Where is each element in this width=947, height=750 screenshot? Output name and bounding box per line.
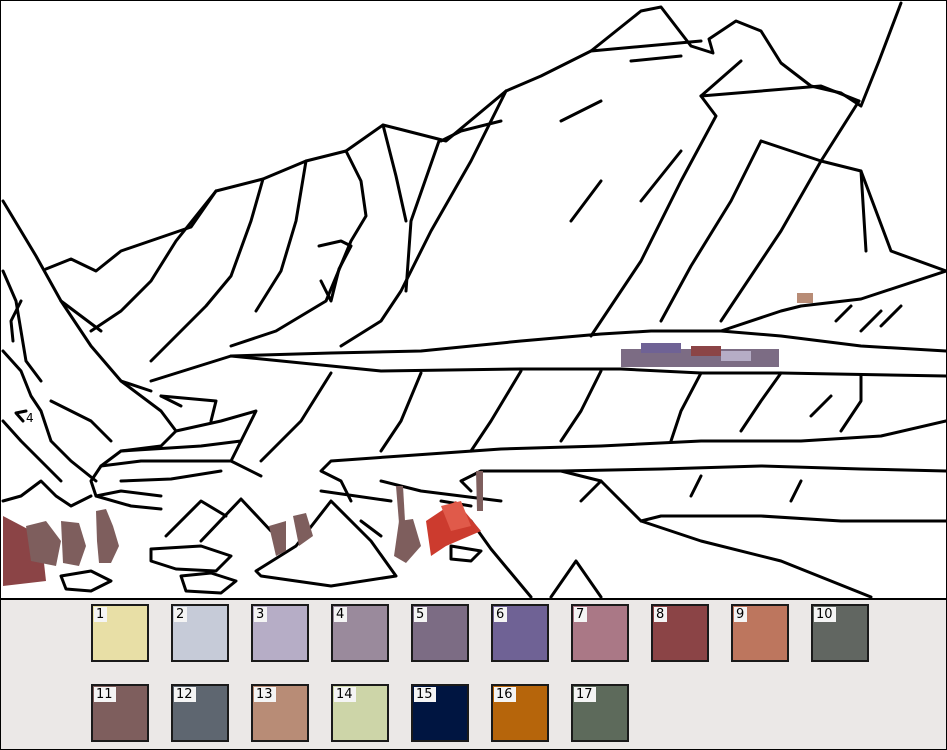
color-swatch-9[interactable] [731,604,789,662]
mountain-outline[interactable] [46,3,901,271]
swatch-number-label: 11 [94,687,116,702]
region-number-label: 4 [26,411,34,425]
swatch-number-label: 8 [654,607,667,622]
swatch-number-label: 16 [494,687,516,702]
color-swatch-14[interactable] [331,684,389,742]
swatch-number-label: 7 [574,607,587,622]
swatch-number-label: 5 [414,607,427,622]
swatch-number-label: 14 [334,687,356,702]
swatch-number-label: 1 [94,607,107,622]
swatch-number-label: 9 [734,607,747,622]
color-swatch-8[interactable] [651,604,709,662]
swatch-number-label: 12 [174,687,196,702]
color-swatch-2[interactable] [171,604,229,662]
swatch-number-label: 6 [494,607,507,622]
swatch-number-label: 10 [814,607,836,622]
color-swatch-15[interactable] [411,684,469,742]
color-palette [1,600,946,749]
swatch-number-label: 17 [574,687,596,702]
color-swatch-13[interactable] [251,684,309,742]
color-swatch-11[interactable] [91,684,149,742]
color-swatch-6[interactable] [491,604,549,662]
coloring-canvas[interactable] [1,1,946,600]
color-swatch-16[interactable] [491,684,549,742]
color-swatch-10[interactable] [811,604,869,662]
tent-outline[interactable] [3,481,91,506]
swatch-number-label: 15 [414,687,436,702]
swatch-number-label: 13 [254,687,276,702]
lake-outline[interactable] [231,331,946,356]
color-swatch-17[interactable] [571,684,629,742]
swatch-number-label: 4 [334,607,347,622]
color-swatch-7[interactable] [571,604,629,662]
color-swatch-4[interactable] [331,604,389,662]
line-art[interactable] [1,1,946,598]
color-swatch-12[interactable] [171,684,229,742]
swatch-number-label: 3 [254,607,267,622]
color-swatch-1[interactable] [91,604,149,662]
color-swatch-3[interactable] [251,604,309,662]
swatch-number-label: 2 [174,607,187,622]
color-swatch-5[interactable] [411,604,469,662]
